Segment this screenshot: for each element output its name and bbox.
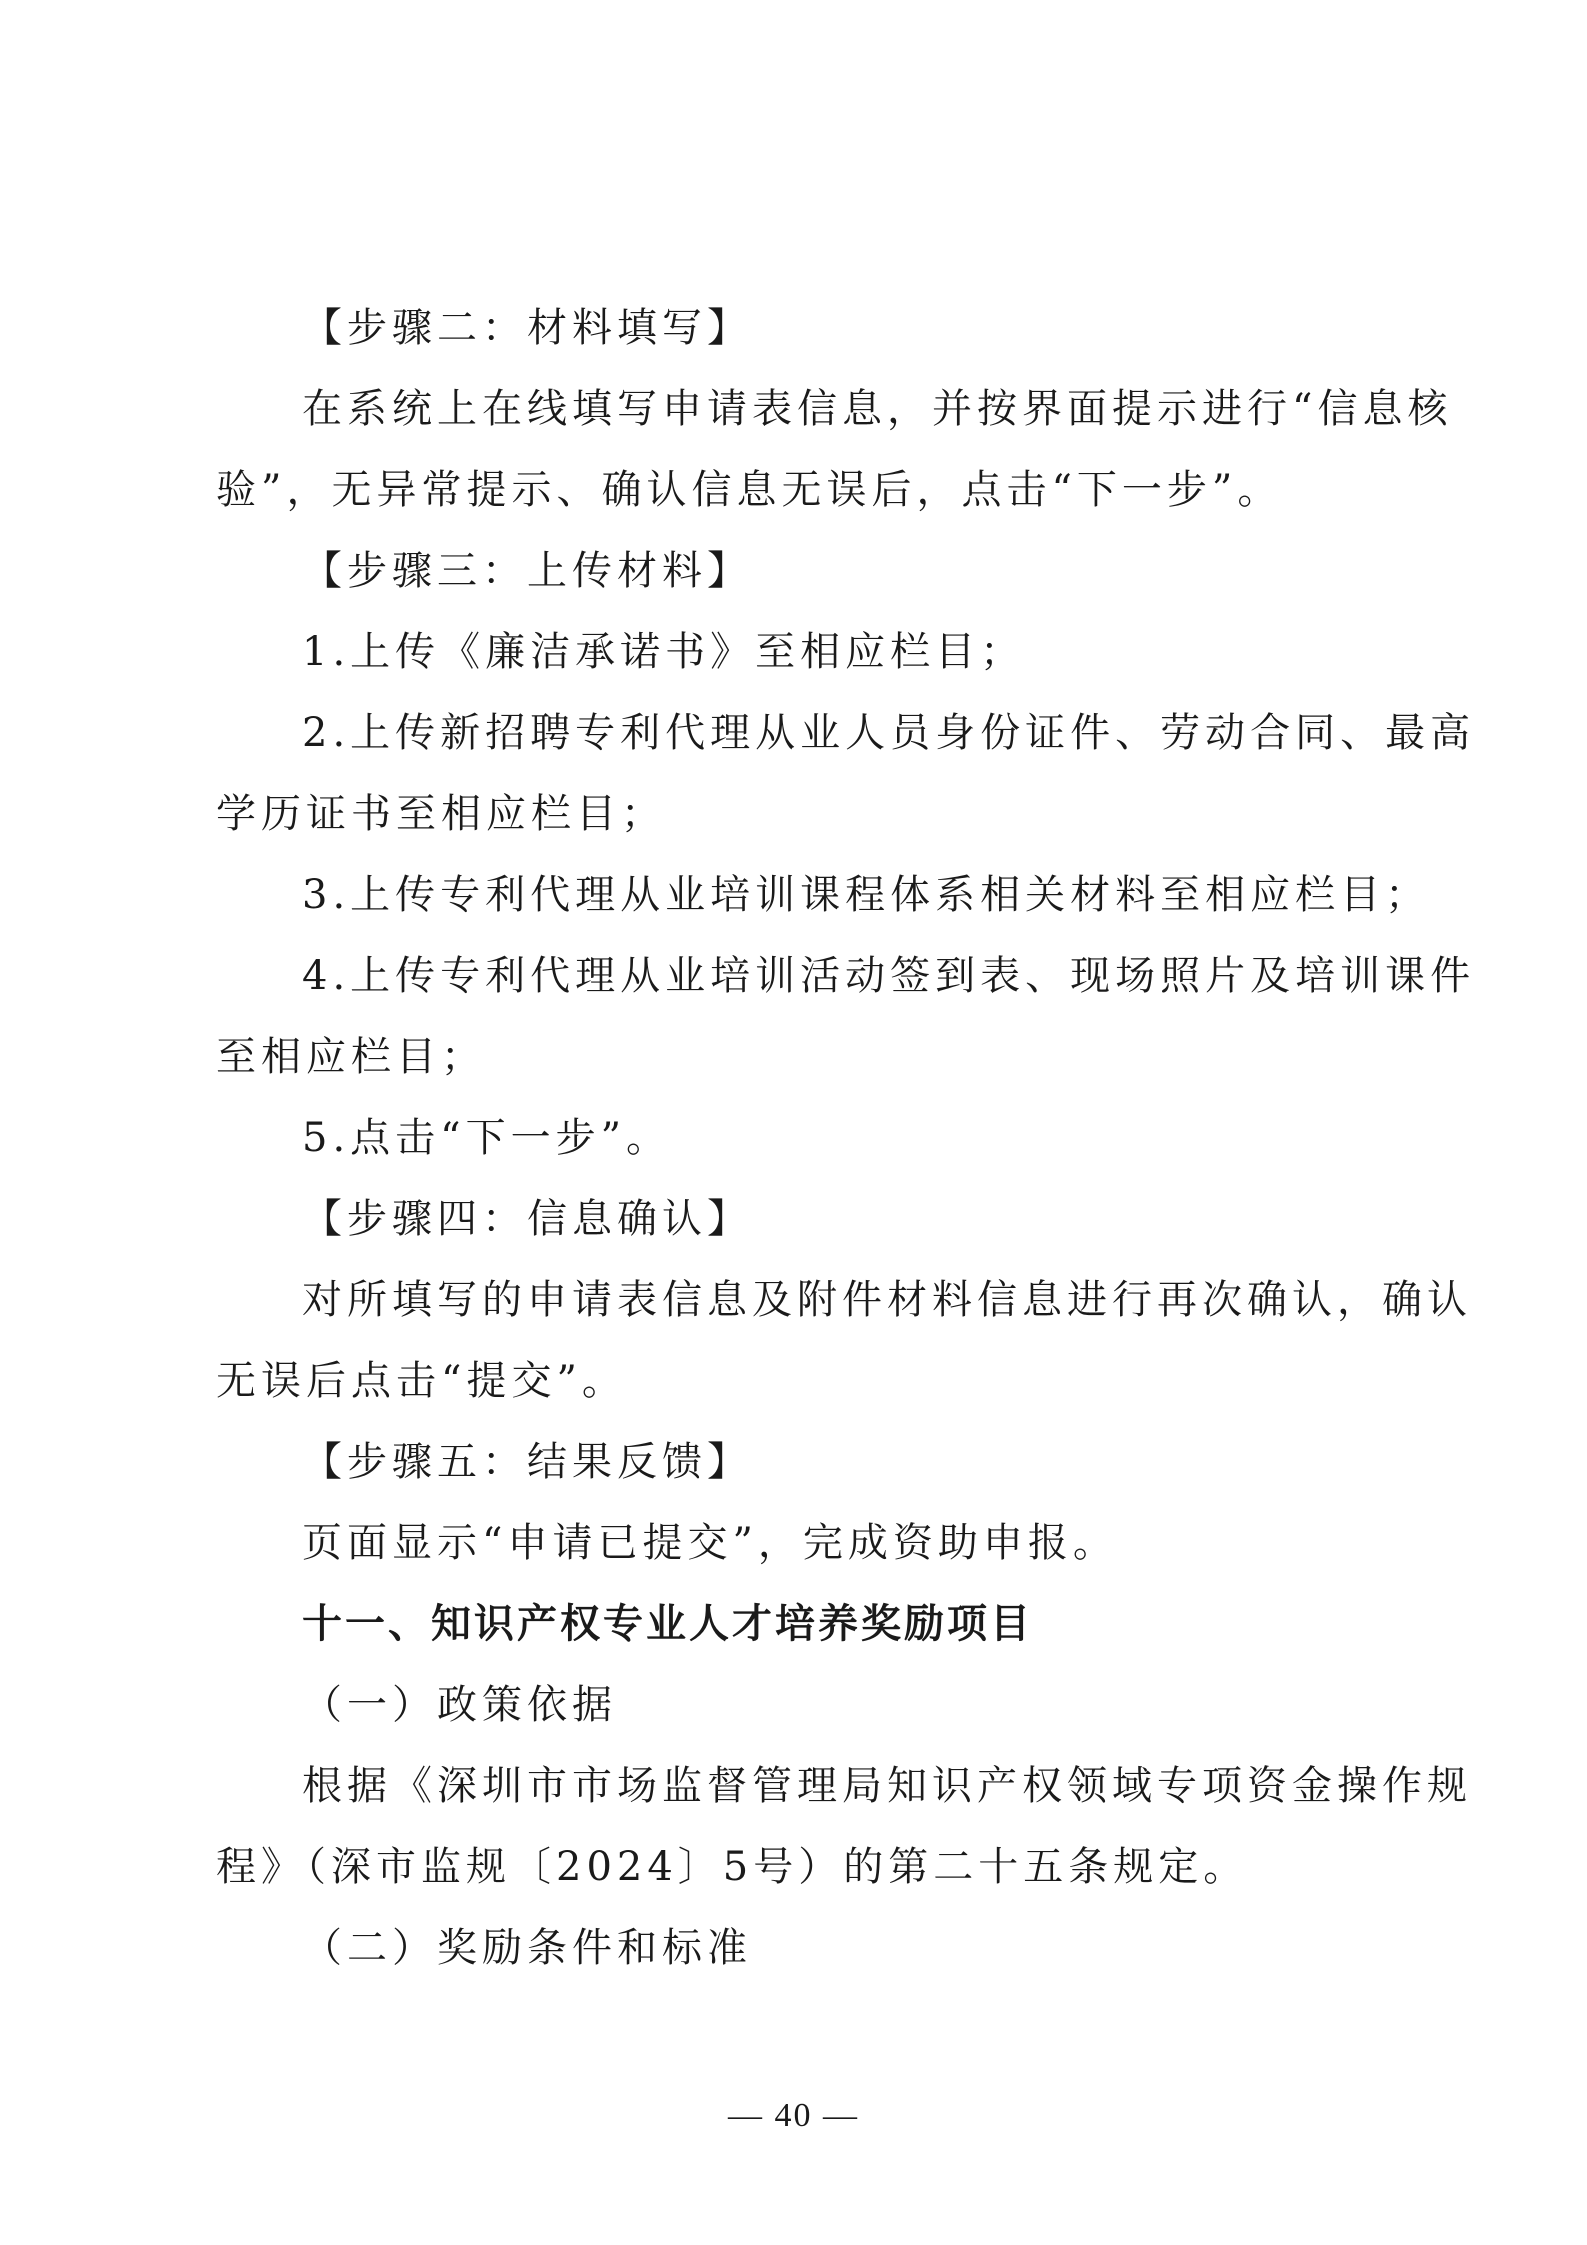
list-item: 3.上传专利代理从业培训课程体系相关材料至相应栏目； [302,872,1431,918]
subsection-heading: （一）政策依据 [302,1682,617,1728]
step-five-heading: 【步骤五：结果反馈】 [302,1439,752,1485]
paragraph-line: 对所填写的申请表信息及附件材料信息进行再次确认，确认 [302,1277,1472,1323]
list-item: 2.上传新招聘专利代理从业人员身份证件、劳动合同、最高 [302,710,1476,756]
paragraph-line: 无误后点击“提交”。 [216,1358,627,1404]
paragraph-line: 根据《深圳市市场监督管理局知识产权领域专项资金操作规 [302,1763,1472,1809]
list-item: 5.点击“下一步”。 [302,1115,672,1161]
paragraph-line: 在系统上在线填写申请表信息，并按界面提示进行“信息核 [302,386,1453,432]
list-item-continuation: 学历证书至相应栏目； [216,791,666,837]
page-number: — 40 — [728,2097,859,2134]
paragraph-line: 程》（深市监规〔2024〕5号）的第二十五条规定。 [216,1844,1249,1890]
step-four-heading: 【步骤四：信息确认】 [302,1196,752,1242]
step-three-heading: 【步骤三：上传材料】 [302,548,752,594]
list-item-continuation: 至相应栏目； [216,1034,486,1080]
list-item: 4.上传专利代理从业培训活动签到表、现场照片及培训课件 [302,953,1476,999]
list-item: 1.上传《廉洁承诺书》至相应栏目； [302,629,1026,675]
paragraph-line: 验”，无异常提示、确认信息无误后，点击“下一步”。 [216,467,1283,513]
paragraph-line: 页面显示“申请已提交”，完成资助申报。 [302,1520,1118,1566]
section-heading: 十一、知识产权专业人才培养奖励项目 [302,1601,1033,1647]
subsection-heading: （二）奖励条件和标准 [302,1925,752,1971]
step-two-heading: 【步骤二：材料填写】 [302,305,752,351]
